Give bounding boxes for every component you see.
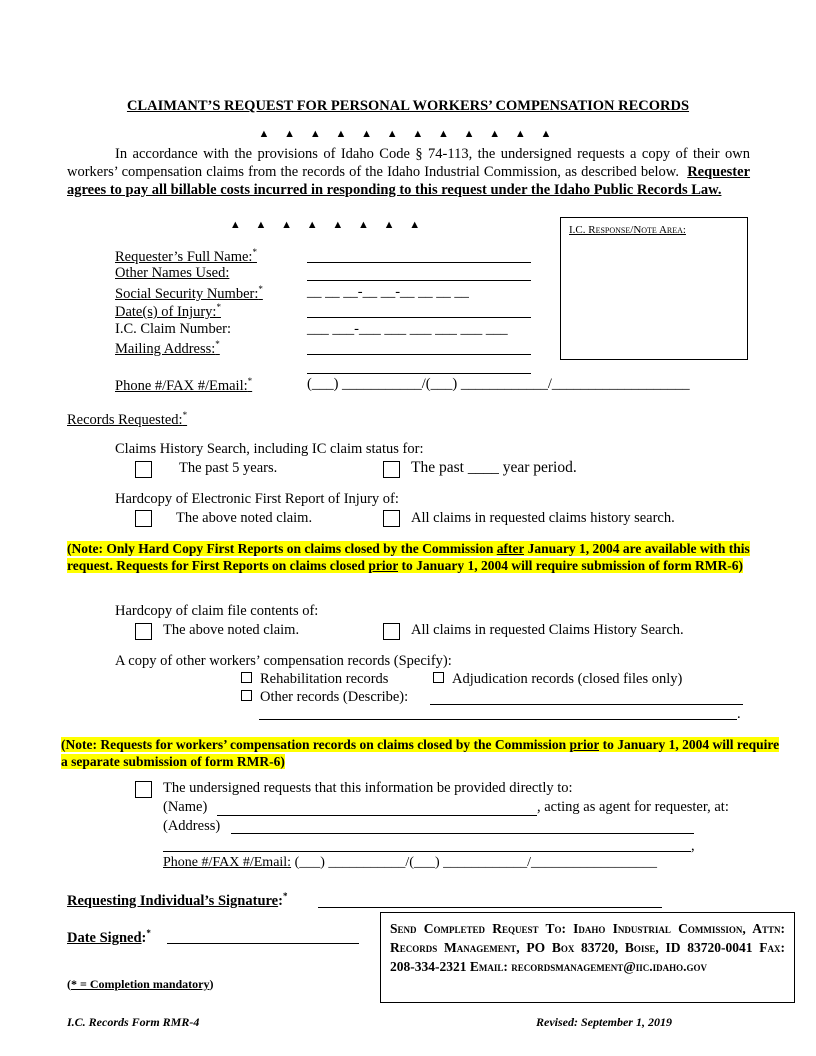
first-report-claim-label: The above noted claim. [176,510,313,526]
agent-label: The undersigned requests that this information be provided directly to: [163,780,573,796]
response-note-area[interactable] [560,217,748,360]
note1-part-c: January 1, 2004 are available with this request. Requests for First Reports on claims closed [67,541,750,573]
footer-form-id: I.C. Records Form RMR-4 [67,1015,200,1029]
intro-text: In accordance with the provisions of Idaho Code § 74-113, the undersigned requests a copy of their own workers’ compensation claims from the records of the Idaho Industrial Commission, as described below. [67,146,750,180]
claim-file-all-label: All claims in requested Claims History Search. [411,622,684,638]
adjudication-option[interactable]: Adjudication records (closed files only) [433,671,682,688]
agent-address-comma: , [691,838,695,854]
first-report-claim-checkbox[interactable] [135,510,152,527]
dates-of-injury-label: Date(s) of Injury:* [115,302,221,320]
note2-part-a: (Note: Requests for workers’ compensation records on claims closed by the Commission [61,737,570,752]
agent-address-field-2[interactable] [163,851,691,852]
dates-of-injury-field[interactable] [307,317,531,318]
other-option[interactable]: Other records (Describe): [241,689,408,706]
claim-file-claim-checkbox[interactable] [135,623,152,640]
past-period-years-field[interactable]: ____ [467,459,499,476]
claim-number-label: I.C. Claim Number: [115,321,231,337]
records-requested-heading: Records Requested:* [67,410,188,428]
past-period-label: The past ____ year period. [411,459,577,476]
intro-paragraph [67,145,750,199]
adjudication-checkbox[interactable] [433,672,444,683]
response-box-label: I.C. Response/Note Area: [569,224,686,236]
phone-field[interactable]: (___) ___________/(___) ____________/___________________ [307,376,690,392]
agent-phone-label: Phone #/FAX #/Email: (___) ___________/(___) ____________/__________________ [163,855,658,870]
intro-bold-text: Requester agrees to pay all billable costs incurred in responding to this request under the Idaho Public Records Law. [67,164,751,198]
past-5-years-label: The past 5 years. [179,460,278,476]
signature-label: Requesting Individual’s Signature:* [67,891,288,909]
other-checkbox[interactable] [241,690,252,701]
first-report-all-checkbox[interactable] [383,510,400,527]
signature-field[interactable] [318,907,662,908]
other-names-label: Other Names Used: [115,265,230,281]
rehab-option[interactable]: Rehabilitation records [241,671,388,688]
past-5-years-checkbox[interactable] [135,461,152,478]
agent-phone-field[interactable]: (___) ___________/(___) ____________/__________________ [294,855,658,870]
full-name-label: Requester’s Full Name:* [115,247,257,265]
agent-address-label: (Address) [163,818,221,834]
note-records-rmr6 [61,736,781,770]
note1-part-b: after [496,541,525,556]
agent-name-label: (Name) [163,799,208,815]
claim-number-field[interactable]: ___ ___-___ ___ ___ ___ ___ ___ [307,321,508,337]
ssn-label: Social Security Number:* [115,284,263,302]
claim-file-label: Hardcopy of claim file contents of: [115,603,319,619]
mailing-address-field-1[interactable] [307,354,531,355]
past-period-checkbox[interactable] [383,461,400,478]
other-describe-field-2[interactable] [259,719,737,720]
mandatory-note: (* = Completion mandatory) [67,977,214,991]
note1-part-e: to January 1, 2004 will require submission of form RMR-6) [398,558,743,573]
agent-address-field-1[interactable] [231,833,694,834]
claims-history-label: Claims History Search, including IC claim status for: [115,441,424,457]
ornament-mid: ▲ ▲ ▲ ▲ ▲ ▲ ▲ ▲ [229,219,427,231]
other-records-label: A copy of other workers’ compensation records (Specify): [115,653,452,669]
note2-part-b: prior [569,737,600,752]
other-describe-field-1[interactable] [430,704,743,705]
send-request-box: Send Completed Request To: Idaho Industrial Commission, Attn: Records Management, PO Box 83720, Boise, ID 83720-0041 Fax: 208-334-2321 Email: recordsmanagement@iic.idaho.gov [380,912,795,1003]
ornament-top: ▲ ▲ ▲ ▲ ▲ ▲ ▲ ▲ ▲ ▲ ▲ ▲ [258,128,558,140]
phone-label: Phone #/FAX #/Email:* [115,376,253,394]
other-names-field[interactable] [307,280,531,281]
page-title: CLAIMANT’S REQUEST FOR PERSONAL WORKERS’ COMPENSATION RECORDS [126,98,690,114]
note1-part-d: prior [368,558,399,573]
date-signed-label: Date Signed:* [67,928,151,946]
note2-part-c: to January 1, 2004 will require a separate submission of form RMR-6) [61,737,780,769]
note-first-reports [67,540,779,574]
full-name-field[interactable] [307,262,531,263]
agent-checkbox[interactable] [135,781,152,798]
first-report-label: Hardcopy of Electronic First Report of Injury of: [115,491,399,507]
agent-name-field[interactable] [217,815,537,816]
note1-part-a: (Note: Only Hard Copy First Reports on claims closed by the Commission [67,541,497,556]
claim-file-all-checkbox[interactable] [383,623,400,640]
date-signed-field[interactable] [167,943,359,944]
describe-period: . [737,706,741,722]
agent-acting-text: , acting as agent for requester, at: [537,799,729,815]
ssn-field[interactable]: __ __ __-__ __-__ __ __ __ [307,284,469,300]
mailing-address-field-2[interactable] [307,373,531,374]
first-report-all-label: All claims in requested claims history search. [411,510,675,526]
claim-file-claim-label: The above noted claim. [163,622,300,638]
rehab-checkbox[interactable] [241,672,252,683]
footer-revised: Revised: September 1, 2019 [536,1015,672,1029]
mailing-address-label: Mailing Address:* [115,339,220,357]
